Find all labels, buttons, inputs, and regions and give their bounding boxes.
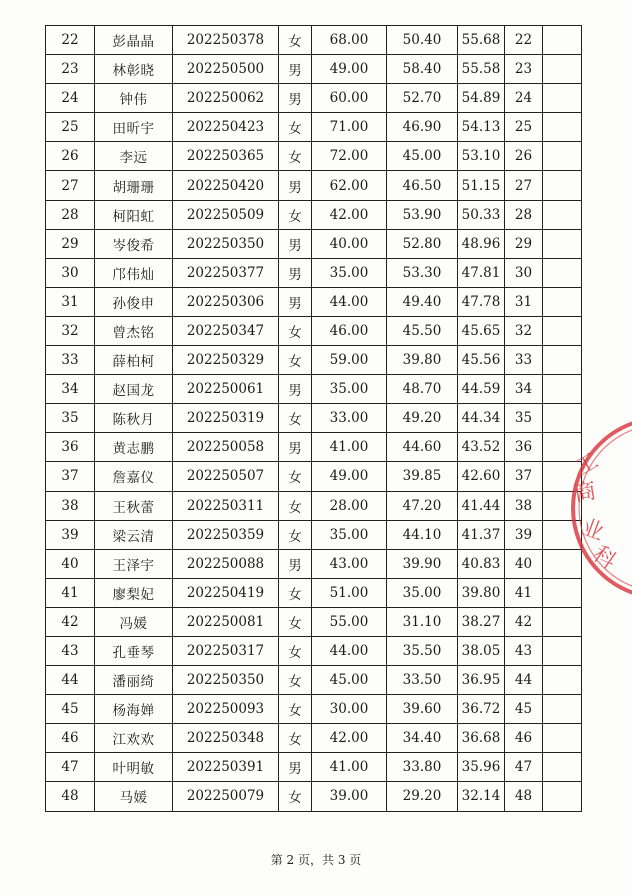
score-1-cell: 35.00 xyxy=(312,258,387,287)
rank-cell: 41 xyxy=(505,578,543,607)
rank-cell: 22 xyxy=(505,26,543,55)
gender-cell: 男 xyxy=(279,84,312,113)
remarks-cell xyxy=(543,258,582,287)
table-row xyxy=(46,520,582,549)
rank-cell: 24 xyxy=(505,84,543,113)
candidate-name-cell: 柯阳虹 xyxy=(95,200,173,229)
total-score-cell: 51.15 xyxy=(458,171,505,200)
candidate-name-cell: 彭晶晶 xyxy=(95,26,173,55)
total-score-cell: 54.89 xyxy=(458,84,505,113)
rank-cell: 43 xyxy=(505,636,543,665)
page-footer: 第 2 页，共 3 页 xyxy=(270,853,362,867)
table-row xyxy=(46,462,582,491)
exam-number-cell: 202250079 xyxy=(173,782,279,811)
candidate-name-cell: 梁云清 xyxy=(95,520,173,549)
exam-number-cell: 202250500 xyxy=(173,55,279,84)
row-index-cell: 31 xyxy=(46,287,95,316)
exam-number-cell: 202250306 xyxy=(173,287,279,316)
gender-cell: 女 xyxy=(279,666,312,695)
gender-cell: 女 xyxy=(279,113,312,142)
total-score-cell: 50.33 xyxy=(458,200,505,229)
rank-cell: 44 xyxy=(505,666,543,695)
table-row xyxy=(46,287,582,316)
gender-cell: 男 xyxy=(279,55,312,84)
table-row xyxy=(46,433,582,462)
candidate-name-cell: 赵国龙 xyxy=(95,375,173,404)
rank-cell: 23 xyxy=(505,55,543,84)
candidate-name-cell: 陈秋月 xyxy=(95,404,173,433)
table-row xyxy=(46,26,582,55)
rank-cell: 36 xyxy=(505,433,543,462)
remarks-cell xyxy=(543,171,582,200)
remarks-cell xyxy=(543,695,582,724)
table-row xyxy=(46,636,582,665)
score-1-cell: 41.00 xyxy=(312,433,387,462)
exam-number-cell: 202250350 xyxy=(173,229,279,258)
gender-cell: 女 xyxy=(279,782,312,811)
candidate-name-cell: 胡珊珊 xyxy=(95,171,173,200)
exam-number-cell: 202250391 xyxy=(173,753,279,782)
score-2-cell: 34.40 xyxy=(387,724,458,753)
row-index-cell: 40 xyxy=(46,549,95,578)
gender-cell: 男 xyxy=(279,375,312,404)
score-2-cell: 45.50 xyxy=(387,316,458,345)
remarks-cell xyxy=(543,55,582,84)
candidate-name-cell: 王秋蕾 xyxy=(95,491,173,520)
remarks-cell xyxy=(543,782,582,811)
rank-cell: 33 xyxy=(505,346,543,375)
rank-cell: 29 xyxy=(505,229,543,258)
score-1-cell: 45.00 xyxy=(312,666,387,695)
score-1-cell: 44.00 xyxy=(312,287,387,316)
candidate-name-cell: 马媛 xyxy=(95,782,173,811)
exam-number-cell: 202250365 xyxy=(173,142,279,171)
table-row xyxy=(46,375,582,404)
remarks-cell xyxy=(543,316,582,345)
rank-cell: 39 xyxy=(505,520,543,549)
score-1-cell: 30.00 xyxy=(312,695,387,724)
score-2-cell: 39.85 xyxy=(387,462,458,491)
exam-number-cell: 202250420 xyxy=(173,171,279,200)
score-2-cell: 45.00 xyxy=(387,142,458,171)
row-index-cell: 24 xyxy=(46,84,95,113)
score-2-cell: 53.90 xyxy=(387,200,458,229)
row-index-cell: 44 xyxy=(46,666,95,695)
row-index-cell: 41 xyxy=(46,578,95,607)
candidate-name-cell: 邝伟灿 xyxy=(95,258,173,287)
table-row xyxy=(46,753,582,782)
table-row xyxy=(46,782,582,811)
table-row xyxy=(46,229,582,258)
table-row xyxy=(46,404,582,433)
total-score-cell: 36.68 xyxy=(458,724,505,753)
candidate-name-cell: 杨海婵 xyxy=(95,695,173,724)
table-row xyxy=(46,200,582,229)
table-body xyxy=(46,26,582,812)
exam-number-cell: 202250509 xyxy=(173,200,279,229)
score-1-cell: 49.00 xyxy=(312,462,387,491)
remarks-cell xyxy=(543,287,582,316)
exam-number-cell: 202250317 xyxy=(173,636,279,665)
score-2-cell: 46.90 xyxy=(387,113,458,142)
table-row xyxy=(46,55,582,84)
row-index-cell: 29 xyxy=(46,229,95,258)
rank-cell: 27 xyxy=(505,171,543,200)
row-index-cell: 48 xyxy=(46,782,95,811)
rank-cell: 42 xyxy=(505,607,543,636)
candidate-name-cell: 江欢欢 xyxy=(95,724,173,753)
remarks-cell xyxy=(543,607,582,636)
score-2-cell: 58.40 xyxy=(387,55,458,84)
row-index-cell: 34 xyxy=(46,375,95,404)
score-2-cell: 31.10 xyxy=(387,607,458,636)
row-index-cell: 43 xyxy=(46,636,95,665)
score-1-cell: 33.00 xyxy=(312,404,387,433)
candidate-name-cell: 黄志鹏 xyxy=(95,433,173,462)
score-2-cell: 33.80 xyxy=(387,753,458,782)
total-score-cell: 41.44 xyxy=(458,491,505,520)
exam-number-cell: 202250329 xyxy=(173,346,279,375)
row-index-cell: 38 xyxy=(46,491,95,520)
table-row xyxy=(46,695,582,724)
score-table xyxy=(45,25,582,812)
score-1-cell: 42.00 xyxy=(312,724,387,753)
remarks-cell xyxy=(543,200,582,229)
score-2-cell: 47.20 xyxy=(387,491,458,520)
score-1-cell: 35.00 xyxy=(312,375,387,404)
candidate-name-cell: 叶明敏 xyxy=(95,753,173,782)
rank-cell: 32 xyxy=(505,316,543,345)
row-index-cell: 39 xyxy=(46,520,95,549)
rank-cell: 45 xyxy=(505,695,543,724)
total-score-cell: 32.14 xyxy=(458,782,505,811)
candidate-name-cell: 林彰晓 xyxy=(95,55,173,84)
gender-cell: 女 xyxy=(279,695,312,724)
score-1-cell: 41.00 xyxy=(312,753,387,782)
score-1-cell: 55.00 xyxy=(312,607,387,636)
score-1-cell: 68.00 xyxy=(312,26,387,55)
total-score-cell: 44.59 xyxy=(458,375,505,404)
total-score-cell: 41.37 xyxy=(458,520,505,549)
score-1-cell: 28.00 xyxy=(312,491,387,520)
remarks-cell xyxy=(543,636,582,665)
row-index-cell: 35 xyxy=(46,404,95,433)
total-score-cell: 45.56 xyxy=(458,346,505,375)
table-row xyxy=(46,171,582,200)
remarks-cell xyxy=(543,84,582,113)
gender-cell: 女 xyxy=(279,142,312,171)
gender-cell: 男 xyxy=(279,287,312,316)
remarks-cell xyxy=(543,724,582,753)
candidate-name-cell: 田昕宇 xyxy=(95,113,173,142)
gender-cell: 女 xyxy=(279,346,312,375)
total-score-cell: 47.81 xyxy=(458,258,505,287)
rank-cell: 25 xyxy=(505,113,543,142)
row-index-cell: 42 xyxy=(46,607,95,636)
rank-cell: 40 xyxy=(505,549,543,578)
total-score-cell: 53.10 xyxy=(458,142,505,171)
score-1-cell: 43.00 xyxy=(312,549,387,578)
score-2-cell: 50.40 xyxy=(387,26,458,55)
exam-number-cell: 202250061 xyxy=(173,375,279,404)
gender-cell: 男 xyxy=(279,433,312,462)
exam-number-cell: 202250088 xyxy=(173,549,279,578)
row-index-cell: 30 xyxy=(46,258,95,287)
candidate-name-cell: 潘丽绮 xyxy=(95,666,173,695)
total-score-cell: 35.96 xyxy=(458,753,505,782)
table-row xyxy=(46,666,582,695)
candidate-name-cell: 孙俊申 xyxy=(95,287,173,316)
gender-cell: 女 xyxy=(279,491,312,520)
remarks-cell xyxy=(543,113,582,142)
exam-number-cell: 202250507 xyxy=(173,462,279,491)
total-score-cell: 54.13 xyxy=(458,113,505,142)
svg-text:工: 工 xyxy=(571,448,603,482)
candidate-name-cell: 岑俊希 xyxy=(95,229,173,258)
total-score-cell: 42.60 xyxy=(458,462,505,491)
exam-number-cell: 202250093 xyxy=(173,695,279,724)
row-index-cell: 23 xyxy=(46,55,95,84)
score-1-cell: 46.00 xyxy=(312,316,387,345)
rank-cell: 46 xyxy=(505,724,543,753)
score-2-cell: 39.60 xyxy=(387,695,458,724)
svg-text:商: 商 xyxy=(572,478,599,508)
remarks-cell xyxy=(543,142,582,171)
score-1-cell: 51.00 xyxy=(312,578,387,607)
total-score-cell: 48.96 xyxy=(458,229,505,258)
remarks-cell xyxy=(543,666,582,695)
row-index-cell: 47 xyxy=(46,753,95,782)
table-row xyxy=(46,549,582,578)
score-1-cell: 49.00 xyxy=(312,55,387,84)
gender-cell: 女 xyxy=(279,26,312,55)
total-score-cell: 44.34 xyxy=(458,404,505,433)
score-2-cell: 39.90 xyxy=(387,549,458,578)
rank-cell: 26 xyxy=(505,142,543,171)
candidate-name-cell: 钟伟 xyxy=(95,84,173,113)
total-score-cell: 36.95 xyxy=(458,666,505,695)
total-score-cell: 45.65 xyxy=(458,316,505,345)
table-row xyxy=(46,84,582,113)
gender-cell: 女 xyxy=(279,607,312,636)
table-row xyxy=(46,578,582,607)
exam-number-cell: 202250062 xyxy=(173,84,279,113)
svg-text:业: 业 xyxy=(577,514,607,546)
table-row xyxy=(46,142,582,171)
gender-cell: 女 xyxy=(279,462,312,491)
remarks-cell xyxy=(543,26,582,55)
exam-number-cell: 202250319 xyxy=(173,404,279,433)
rank-cell: 37 xyxy=(505,462,543,491)
total-score-cell: 55.68 xyxy=(458,26,505,55)
total-score-cell: 38.05 xyxy=(458,636,505,665)
remarks-cell xyxy=(543,753,582,782)
score-1-cell: 42.00 xyxy=(312,200,387,229)
gender-cell: 女 xyxy=(279,404,312,433)
score-1-cell: 39.00 xyxy=(312,782,387,811)
table-row xyxy=(46,724,582,753)
score-1-cell: 44.00 xyxy=(312,636,387,665)
exam-number-cell: 202250058 xyxy=(173,433,279,462)
official-seal-stamp xyxy=(568,408,632,608)
row-index-cell: 25 xyxy=(46,113,95,142)
gender-cell: 男 xyxy=(279,171,312,200)
total-score-cell: 39.80 xyxy=(458,578,505,607)
rank-cell: 48 xyxy=(505,782,543,811)
table-row xyxy=(46,346,582,375)
candidate-name-cell: 曾杰铭 xyxy=(95,316,173,345)
table-row xyxy=(46,113,582,142)
rank-cell: 34 xyxy=(505,375,543,404)
total-score-cell: 36.72 xyxy=(458,695,505,724)
row-index-cell: 46 xyxy=(46,724,95,753)
rank-cell: 47 xyxy=(505,753,543,782)
table-row xyxy=(46,258,582,287)
score-2-cell: 46.50 xyxy=(387,171,458,200)
score-2-cell: 29.20 xyxy=(387,782,458,811)
exam-number-cell: 202250419 xyxy=(173,578,279,607)
score-1-cell: 62.00 xyxy=(312,171,387,200)
score-2-cell: 44.60 xyxy=(387,433,458,462)
exam-number-cell: 202250350 xyxy=(173,666,279,695)
table-row xyxy=(46,491,582,520)
candidate-name-cell: 廖梨妃 xyxy=(95,578,173,607)
exam-number-cell: 202250081 xyxy=(173,607,279,636)
total-score-cell: 40.83 xyxy=(458,549,505,578)
total-score-cell: 55.58 xyxy=(458,55,505,84)
row-index-cell: 26 xyxy=(46,142,95,171)
gender-cell: 女 xyxy=(279,316,312,345)
candidate-name-cell: 冯媛 xyxy=(95,607,173,636)
gender-cell: 男 xyxy=(279,549,312,578)
total-score-cell: 38.27 xyxy=(458,607,505,636)
gender-cell: 女 xyxy=(279,578,312,607)
score-1-cell: 60.00 xyxy=(312,84,387,113)
exam-number-cell: 202250311 xyxy=(173,491,279,520)
score-1-cell: 71.00 xyxy=(312,113,387,142)
score-2-cell: 49.40 xyxy=(387,287,458,316)
rank-cell: 31 xyxy=(505,287,543,316)
row-index-cell: 37 xyxy=(46,462,95,491)
score-2-cell: 33.50 xyxy=(387,666,458,695)
row-index-cell: 33 xyxy=(46,346,95,375)
gender-cell: 女 xyxy=(279,520,312,549)
row-index-cell: 27 xyxy=(46,171,95,200)
score-1-cell: 35.00 xyxy=(312,520,387,549)
candidate-name-cell: 孔垂琴 xyxy=(95,636,173,665)
score-1-cell: 40.00 xyxy=(312,229,387,258)
remarks-cell xyxy=(543,346,582,375)
score-2-cell: 52.80 xyxy=(387,229,458,258)
remarks-cell xyxy=(543,375,582,404)
rank-cell: 38 xyxy=(505,491,543,520)
exam-number-cell: 202250347 xyxy=(173,316,279,345)
row-index-cell: 22 xyxy=(46,26,95,55)
total-score-cell: 47.78 xyxy=(458,287,505,316)
row-index-cell: 32 xyxy=(46,316,95,345)
table-row xyxy=(46,316,582,345)
score-2-cell: 53.30 xyxy=(387,258,458,287)
row-index-cell: 36 xyxy=(46,433,95,462)
svg-text:科: 科 xyxy=(587,541,621,575)
candidate-name-cell: 李远 xyxy=(95,142,173,171)
rank-cell: 30 xyxy=(505,258,543,287)
score-1-cell: 59.00 xyxy=(312,346,387,375)
gender-cell: 男 xyxy=(279,229,312,258)
gender-cell: 女 xyxy=(279,636,312,665)
score-2-cell: 39.80 xyxy=(387,346,458,375)
rank-cell: 35 xyxy=(505,404,543,433)
gender-cell: 女 xyxy=(279,724,312,753)
score-2-cell: 35.00 xyxy=(387,578,458,607)
exam-number-cell: 202250377 xyxy=(173,258,279,287)
candidate-name-cell: 王泽宇 xyxy=(95,549,173,578)
score-1-cell: 72.00 xyxy=(312,142,387,171)
exam-number-cell: 202250378 xyxy=(173,26,279,55)
score-2-cell: 44.10 xyxy=(387,520,458,549)
gender-cell: 女 xyxy=(279,200,312,229)
row-index-cell: 45 xyxy=(46,695,95,724)
exam-number-cell: 202250423 xyxy=(173,113,279,142)
gender-cell: 男 xyxy=(279,258,312,287)
candidate-name-cell: 詹嘉仪 xyxy=(95,462,173,491)
score-2-cell: 49.20 xyxy=(387,404,458,433)
table-row xyxy=(46,607,582,636)
gender-cell: 男 xyxy=(279,753,312,782)
score-2-cell: 35.50 xyxy=(387,636,458,665)
score-2-cell: 52.70 xyxy=(387,84,458,113)
exam-number-cell: 202250348 xyxy=(173,724,279,753)
row-index-cell: 28 xyxy=(46,200,95,229)
total-score-cell: 43.52 xyxy=(458,433,505,462)
score-2-cell: 48.70 xyxy=(387,375,458,404)
rank-cell: 28 xyxy=(505,200,543,229)
candidate-name-cell: 薛柏柯 xyxy=(95,346,173,375)
remarks-cell xyxy=(543,229,582,258)
exam-number-cell: 202250359 xyxy=(173,520,279,549)
